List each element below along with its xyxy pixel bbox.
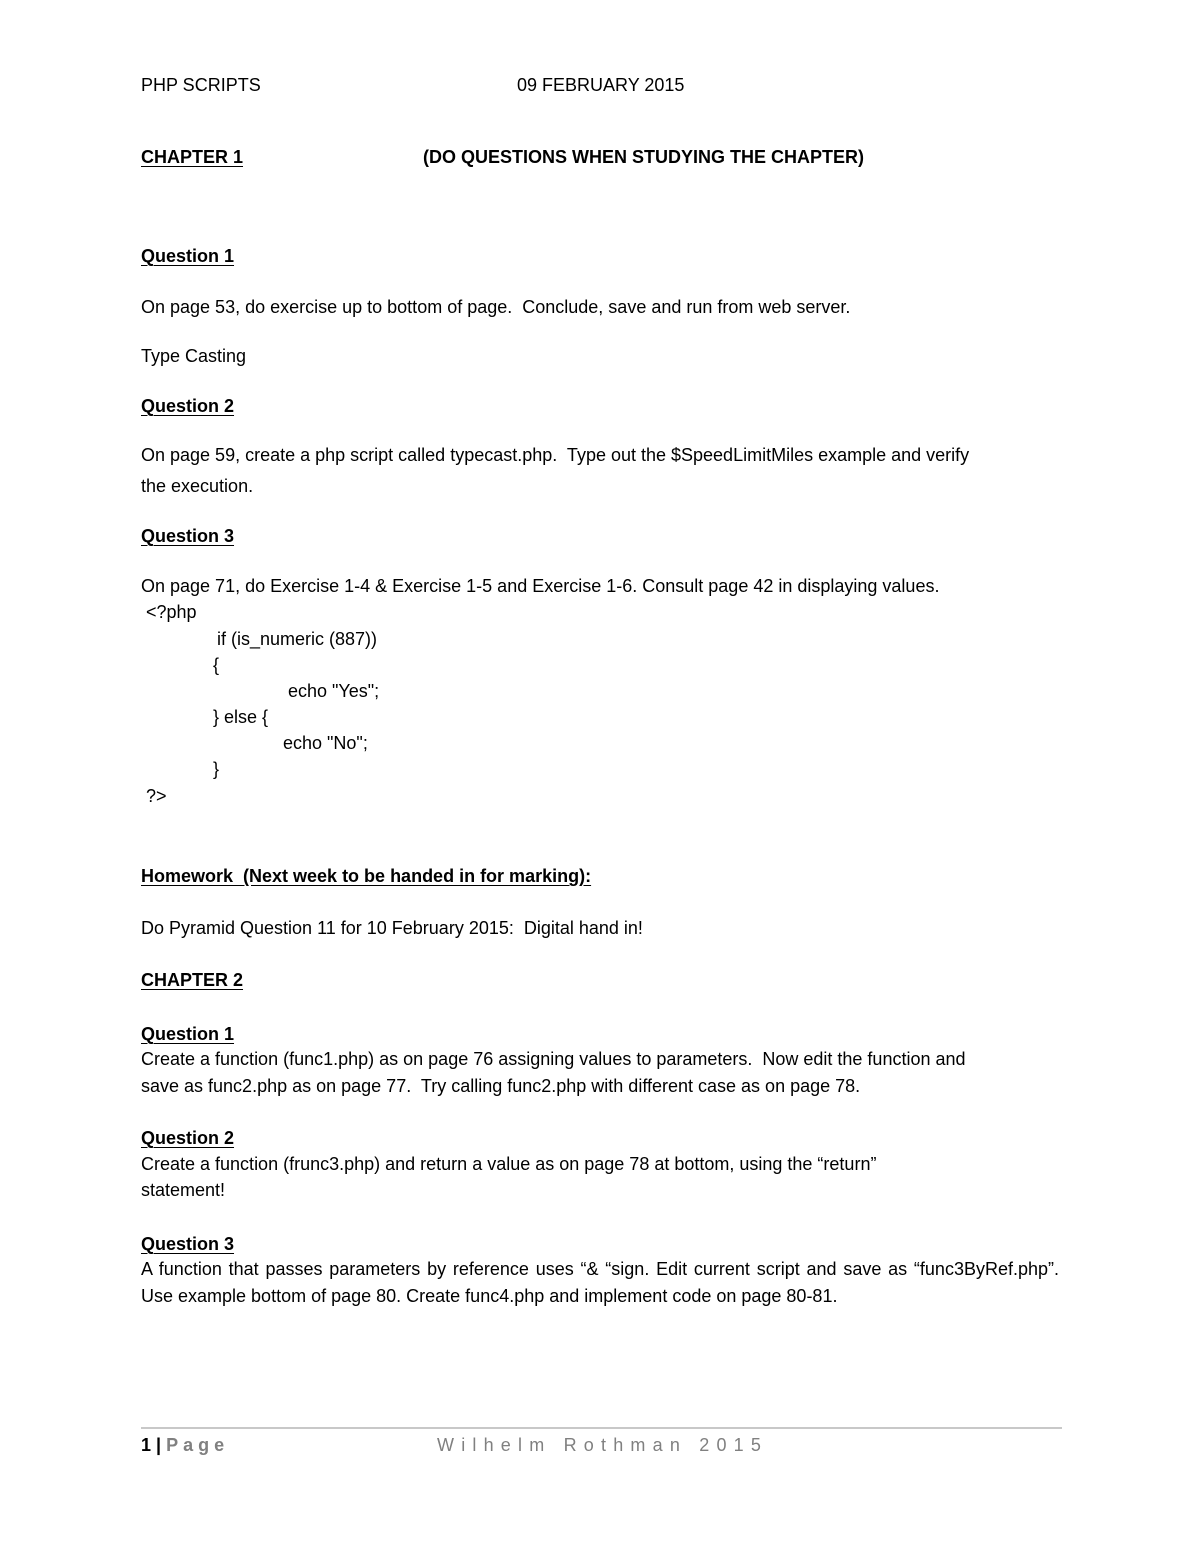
homework-heading: Homework (Next week to be handed in for marking): (141, 866, 592, 886)
ch2-question-1-text-line2: save as func2.php as on page 77. Try calling func2.php with different case as on page 78. (141, 1076, 861, 1096)
code-line: { (213, 655, 220, 675)
footer-author: Wilhelm Rothman 2015 (437, 1435, 769, 1455)
code-line: <?php (146, 602, 197, 622)
code-line: echo "No"; (283, 733, 368, 753)
code-line: } else { (213, 707, 269, 727)
chapter-1-note: (DO QUESTIONS WHEN STUDYING THE CHAPTER) (423, 147, 865, 167)
header-date: 09 FEBRUARY 2015 (517, 75, 685, 95)
ch1-question-2-text-line1: On page 59, create a php script called typecast.php. Type out the $SpeedLimitMiles example and verify (141, 445, 970, 465)
ch2-question-2-text-line1: Create a function (frunc3.php) and return a value as on page 78 at bottom, using the “return” (141, 1154, 877, 1174)
code-line: ?> (146, 786, 167, 806)
ch1-question-1-heading: Question 1 (141, 246, 235, 266)
ch2-question-3-text: A function that passes parameters by reference uses “& “sign. Edit current script and save as “func3ByRef.php”. Use example bottom of page 80. Create func4.php and implement code on page 80-81. (141, 1259, 1059, 1306)
ch1-question-2-heading: Question 2 (141, 396, 235, 416)
header-title: PHP SCRIPTS (141, 75, 261, 95)
ch1-question-3-text: On page 71, do Exercise 1-4 & Exercise 1-5 and Exercise 1-6. Consult page 42 in displaying values. (141, 576, 940, 596)
ch1-question-2-text-line2: the execution. (141, 476, 254, 496)
footer-page-number (141, 1435, 229, 1456)
ch2-question-2-text-line2: statement! (141, 1180, 226, 1200)
page-number: 1 (141, 1435, 152, 1455)
ch1-question-3-heading: Question 3 (141, 526, 235, 546)
ch2-question-1-heading: Question 1 (141, 1024, 235, 1044)
chapter-2-heading: CHAPTER 2 (141, 970, 244, 990)
footer-divider (141, 1427, 1062, 1429)
code-line: echo "Yes"; (288, 681, 380, 701)
ch2-question-1-text-line1: Create a function (func1.php) as on page 76 assigning values to parameters. Now edit the function and (141, 1049, 966, 1069)
ch1-question-1-text: On page 53, do exercise up to bottom of page. Conclude, save and run from web server. (141, 297, 851, 317)
ch2-question-2-heading: Question 2 (141, 1128, 235, 1148)
type-casting-label: Type Casting (141, 346, 247, 366)
page-word: Page (166, 1435, 230, 1455)
chapter-1-heading: CHAPTER 1 (141, 147, 244, 167)
code-line: if (is_numeric (887)) (217, 629, 378, 649)
page-separator: | (156, 1435, 162, 1455)
homework-text: Do Pyramid Question 11 for 10 February 2015: Digital hand in! (141, 918, 643, 938)
code-line: } (213, 759, 220, 779)
ch2-question-3-heading: Question 3 (141, 1234, 235, 1254)
